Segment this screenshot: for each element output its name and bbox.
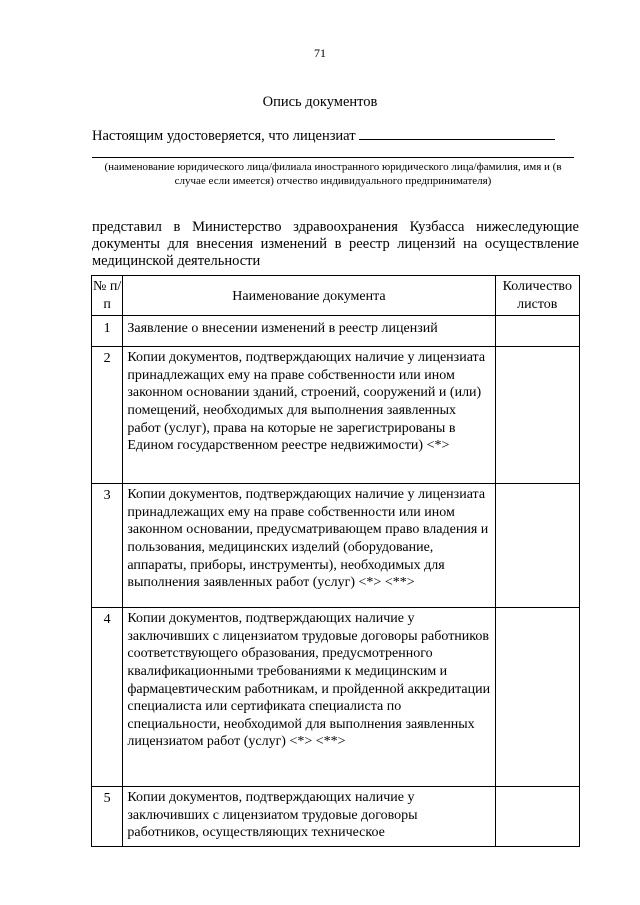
row-num: 1 xyxy=(92,316,123,347)
documents-table xyxy=(91,275,580,847)
document-title: Опись документов xyxy=(262,94,378,110)
table-row xyxy=(92,347,580,484)
certification-text: Настоящим удостоверяется, что лицензиат xyxy=(92,128,356,144)
row-num: 5 xyxy=(92,787,123,847)
row-count xyxy=(495,347,579,484)
row-count xyxy=(495,787,579,847)
row-count xyxy=(495,608,579,787)
row-num: 3 xyxy=(92,484,123,608)
table-row xyxy=(92,316,580,347)
row-name: Копии документов, подтверждающих наличие у лицензиата принадлежащих ему на праве собственности или ином законном основании, предусматривающем право владения и пользования, медицинских изделий (оборудование, аппараты, приборы, инструменты), необходимых для выполнения заявленных работ (услуг) <*> <**> xyxy=(123,484,495,608)
table-header-row xyxy=(92,276,580,316)
licensee-name-underline xyxy=(92,157,574,158)
row-name: Копии документов, подтверждающих наличие у заключивших с лицензиатом трудовые договоры работников, осуществляющих техническое xyxy=(123,787,495,847)
row-count xyxy=(495,484,579,608)
header-name: Наименование документа xyxy=(123,276,495,316)
row-count xyxy=(495,316,579,347)
licensee-blank-field xyxy=(359,126,555,140)
row-name: Заявление о внесении изменений в реестр лицензий xyxy=(123,316,495,347)
row-name: Копии документов, подтверждающих наличие у заключивших с лицензиатом трудовые договоры работников соответствующего образования, предусмотренного квалификационными требованиями к медицинским и фармацевтическим работникам, и пройденной аккредитации специалиста или сертификата специалиста по специальности, необходимой для выполнения заявленных лицензиатом работ (услуг) <*> <**> xyxy=(123,608,495,787)
row-num: 4 xyxy=(92,608,123,787)
header-count: Количество листов xyxy=(495,276,579,316)
table-row xyxy=(92,484,580,608)
row-num: 2 xyxy=(92,347,123,484)
licensee-name-hint: (наименование юридического лица/филиала иностранного юридического лица/фамилия, имя и (в случае если имеется) отчество индивидуального предпринимателя) xyxy=(104,161,562,187)
intro-paragraph: представил в Министерство здравоохранения Кузбасса нижеследующие документы для внесения изменений в реестр лицензий на осуществление медицинской деятельности xyxy=(92,219,579,269)
table-row xyxy=(92,608,580,787)
certification-line xyxy=(92,126,555,145)
table-row xyxy=(92,787,580,847)
header-num: № п/п xyxy=(92,276,123,316)
page-number: 71 xyxy=(314,46,326,60)
row-name: Копии документов, подтверждающих наличие у лицензиата принадлежащих ему на праве собственности или ином законном основании зданий, строений, сооружений и (или) помещений, необходимых для выполнения заявленных работ (услуг), права на которые не зарегистрированы в Едином государственном реестре недвижимости) <*> xyxy=(123,347,495,484)
